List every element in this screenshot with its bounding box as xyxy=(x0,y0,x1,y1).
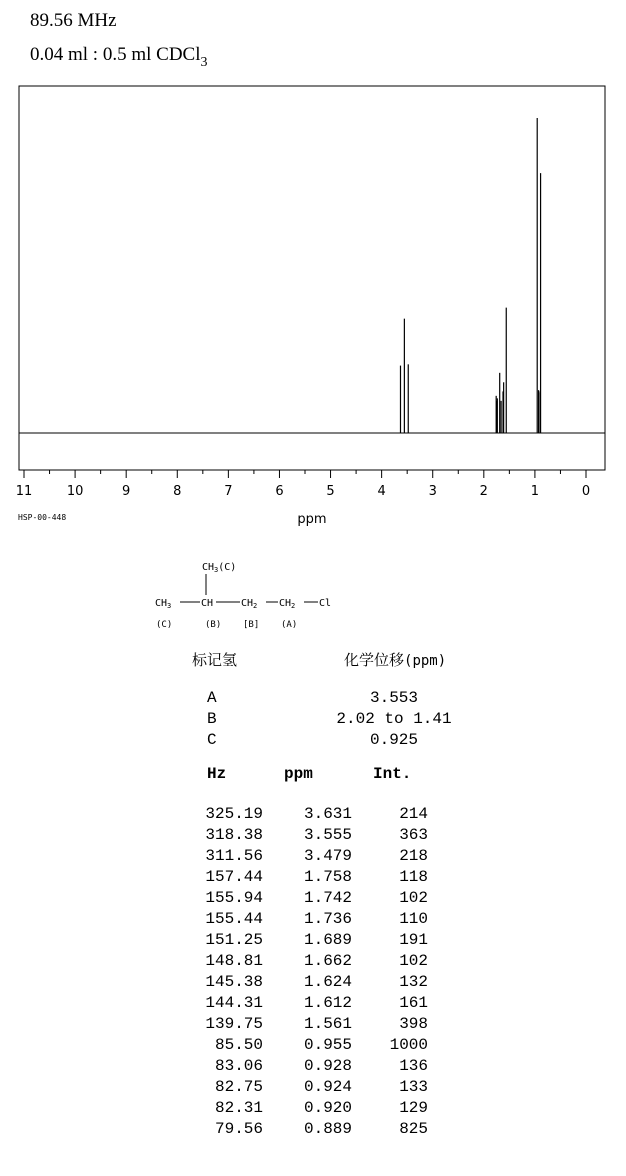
peak-cell: 1.742 xyxy=(303,889,352,907)
x-tick-label: 11 xyxy=(15,484,33,499)
sample-subscript: 3 xyxy=(200,55,208,70)
assignment-label: C xyxy=(207,731,217,749)
sample-description xyxy=(30,44,208,70)
chain-ch2-a: $CH_2$ xyxy=(279,598,296,610)
peak-cell: 155.94 xyxy=(205,889,263,907)
shift-header-unit: (ppm) xyxy=(404,653,447,669)
assignment-shift: 2.02 to 1.41 xyxy=(336,710,452,728)
peak-cell: 136 xyxy=(399,1057,428,1075)
peak-cell: 118 xyxy=(399,868,428,886)
peak-cell: 157.44 xyxy=(205,868,263,886)
assignment-header-label: 标记氢 xyxy=(192,651,238,669)
peak-cell: 144.31 xyxy=(205,994,263,1012)
x-tick-label: 0 xyxy=(581,484,591,499)
label-a: (A) xyxy=(281,620,298,630)
peak-cell: 133 xyxy=(399,1078,428,1096)
x-tick-label: 7 xyxy=(224,484,233,499)
assignment-label: A xyxy=(207,689,217,707)
peak-cell: 102 xyxy=(399,889,428,907)
peak-cell: 0.920 xyxy=(303,1099,352,1117)
x-axis-ticks xyxy=(16,470,590,499)
chain-ch: CH xyxy=(201,598,214,609)
assignment-shift: 0.925 xyxy=(369,731,418,749)
peak-cell: 83.06 xyxy=(214,1057,263,1075)
peak-cell: 825 xyxy=(399,1120,428,1138)
x-tick-label: 6 xyxy=(275,484,284,499)
peak-cell: 3.631 xyxy=(303,805,352,823)
peak-cell: 145.38 xyxy=(205,973,263,991)
x-tick-label: 10 xyxy=(66,484,84,499)
nmr-spectrum-chart xyxy=(0,80,626,540)
peak-cell: 3.555 xyxy=(303,826,352,844)
shift-header-text: 化学位移 xyxy=(344,651,405,669)
peak-header-hz: Hz xyxy=(207,765,227,783)
label-b1: (B) xyxy=(205,620,222,630)
chain-ch3: $CH_3$ xyxy=(155,598,172,610)
peak-cell: 218 xyxy=(399,847,428,865)
x-tick-label: 2 xyxy=(479,484,488,499)
peak-header-int: Int. xyxy=(373,765,412,783)
peak-cell: 1.689 xyxy=(303,931,352,949)
peak-cell: 318.38 xyxy=(205,826,263,844)
assignment-header-shift xyxy=(344,649,446,670)
peak-cell: 363 xyxy=(399,826,428,844)
peak-cell: 1.662 xyxy=(303,952,352,970)
peak-cell: 0.928 xyxy=(303,1057,352,1075)
peak-cell: 155.44 xyxy=(205,910,263,928)
peak-cell: 82.75 xyxy=(214,1078,263,1096)
x-axis-label: ppm xyxy=(297,512,327,527)
peak-cell: 214 xyxy=(399,805,428,823)
peak-cell: 79.56 xyxy=(214,1120,263,1138)
assignment-shift: 3.553 xyxy=(369,689,418,707)
peak-cell: 151.25 xyxy=(205,931,263,949)
peak-cell: 0.889 xyxy=(303,1120,352,1138)
peak-cell: 1.624 xyxy=(303,973,352,991)
top-methyl-group: $CH_3(C)$ xyxy=(202,562,237,574)
peak-cell: 102 xyxy=(399,952,428,970)
peak-header-ppm: ppm xyxy=(284,765,313,783)
chain-ch2-b: $CH_2$ xyxy=(241,598,258,610)
chain-cl: Cl xyxy=(319,598,332,609)
assignment-label: B xyxy=(207,710,217,728)
peak-cell: 311.56 xyxy=(205,847,263,865)
structure-diagram xyxy=(150,556,350,636)
peak-cell: 3.479 xyxy=(303,847,352,865)
x-tick-label: 1 xyxy=(530,484,540,499)
peak-cell: 82.31 xyxy=(214,1099,263,1117)
spectrum-code: HSP-00-448 xyxy=(18,513,67,522)
peak-cell: 398 xyxy=(399,1015,428,1033)
sample-main: 0.04 ml : 0.5 ml CDCl xyxy=(30,44,201,65)
x-tick-label: 3 xyxy=(428,484,437,499)
peak-cell: 1.736 xyxy=(303,910,352,928)
peak-cell: 161 xyxy=(399,994,428,1012)
x-tick-label: 8 xyxy=(173,484,182,499)
x-tick-label: 5 xyxy=(326,484,335,499)
plot-frame xyxy=(19,86,605,470)
peak-cell: 0.924 xyxy=(303,1078,352,1096)
peak-cell: 191 xyxy=(399,931,428,949)
spectrometer-frequency: 89.56 MHz xyxy=(30,10,117,31)
peak-cell: 1.758 xyxy=(303,868,352,886)
peak-cell: 110 xyxy=(399,910,428,928)
x-tick-label: 9 xyxy=(122,484,131,499)
peak-cell: 132 xyxy=(399,973,428,991)
label-c: (C) xyxy=(156,620,173,630)
label-b2: [B] xyxy=(243,620,260,630)
peak-cell: 1.612 xyxy=(303,994,352,1012)
peak-cell: 148.81 xyxy=(205,952,263,970)
peak-cell: 85.50 xyxy=(214,1036,263,1054)
peak-cell: 139.75 xyxy=(205,1015,263,1033)
x-tick-label: 4 xyxy=(377,484,386,499)
peak-group xyxy=(400,118,540,433)
peak-cell: 325.19 xyxy=(205,805,263,823)
peak-cell: 0.955 xyxy=(303,1036,352,1054)
peak-cell: 1000 xyxy=(389,1036,428,1054)
peak-cell: 1.561 xyxy=(303,1015,352,1033)
peak-cell: 129 xyxy=(399,1099,428,1117)
